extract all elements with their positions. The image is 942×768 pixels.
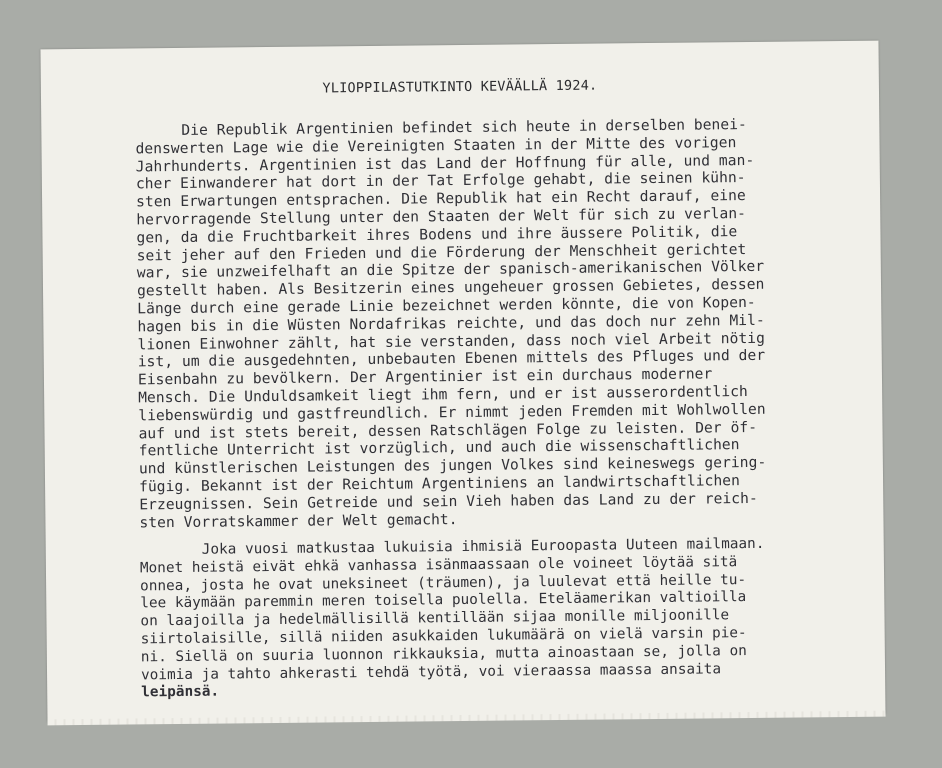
text-line: Die Republik Argentinien befindet sich heute in derselben benei-: [181, 116, 747, 139]
text-line: leipänsä.: [141, 683, 220, 701]
text-line: ni. Siellä on suuria luonnon rikkauksia, mutta ainoastaan se, jolla on: [140, 642, 747, 666]
text-line: Erzeugnissen. Sein Getreide und sein Vieh haben das Land zu der reich-: [139, 489, 758, 514]
text-line: denswerten Lage wie die Vereinigten Staaten in der Mitte des vorigen: [135, 133, 737, 158]
text-line: Jahrhunderts. Argentinien ist das Land der Hoffnung für alle, und man-: [135, 151, 755, 176]
text-line: hagen bis in die Wüsten Nordafrikas reichte, und das doch nur zehn Mil-: [137, 311, 765, 336]
finnish-paragraph: [140, 535, 854, 703]
text-line: und künstlerischen Leistungen des jungen Volkes sind keineswegs gering-: [138, 453, 767, 478]
text-line: Joka vuosi matkustaa lukuisia ihmisiä Euroopasta Uuteen mailmaan.: [201, 535, 765, 558]
text-line: on laajoilla ja hedelmällisillä kentillään sijaa monille miljoonille: [140, 607, 730, 630]
text-line: gestellt haben. Als Besitzerin eines ungeheuer grossen Gebietes, dessen: [136, 276, 765, 300]
text-line: sten Vorratskammer der Welt gemacht.: [139, 510, 458, 531]
text-line: Monet heistä eivät ehkä vanhassa isänmaassaan ole voineet löytää sitä: [139, 553, 738, 577]
document-title: YLIOPPILASTUTKINTO KEVÄÄLLÄ 1924.: [322, 77, 598, 97]
german-paragraph: [135, 115, 851, 532]
text-line: war, sie unzweifelhaft an die Spitze der spanisch-amerikanischen Völker: [136, 258, 765, 282]
text-line: hervorragende Stellung unter den Staaten der Welt für sich zu verlan-: [136, 205, 747, 229]
text-line: gen, da die Fruchtbarkeit ihres Bodens und ihre äussere Politik, die: [136, 222, 738, 247]
text-line: Mensch. Die Unduldsamkeit liegt ihm fern, und er ist ausserordentlich: [138, 382, 748, 407]
text-line: cher Einwanderer hat dort in der Tat Erfolge gehabt, die seinen kühn-: [135, 169, 746, 193]
text-line: fügig. Bekannt ist der Reichtum Argentiniens an landwirtschaftlichen: [138, 472, 741, 496]
text-line: voimia ja tahto ahkerasti tehdä työtä, voi vieraassa maassa ansaita: [140, 660, 722, 683]
text-line: onnea, josta he ovat uneksineet (träumen), ja luulevat että heille tu-: [140, 571, 747, 594]
text-line: siirtolaisille, sillä niiden asukkaiden lukumäärä on vielä varsin pie-: [140, 625, 747, 648]
text-line: seit jeher auf den Frieden und die Förderung der Menschheit gerichtet: [136, 240, 747, 264]
text-line: ist, um die ausgedehnten, unbebauten Ebenen mittels des Pfluges und der: [137, 347, 766, 371]
exam-paper-sheet: [40, 41, 885, 723]
text-line: lionen Einwohner zählt, hat sie verstanden, dass noch viel Arbeit nötig: [137, 329, 766, 353]
text-line: fentliche Unterricht ist vorzüglich, und auch die wissenschaftlichen: [138, 436, 740, 460]
text-line: lee käymään paremmin meren toisella puolella. Eteläamerikan valtioilla: [140, 589, 747, 612]
text-line: Länge durch eine gerade Linie bezeichnet werden könnte, die von Kopen-: [137, 293, 756, 318]
text-line: auf und ist stets bereit, dessen Ratschlägen Folge zu leisten. Der öf-: [138, 418, 758, 442]
text-line: Eisenbahn zu bevölkern. Der Argentinier ist ein durchaus moderner: [137, 365, 713, 389]
text-line: liebenswürdig und gastfreundlich. Er nimmt jeden Fremden mit Wohlwollen: [138, 400, 766, 425]
text-line: sten Erwartungen entsprachen. Die Republik hat ein Recht darauf, eine: [136, 187, 746, 211]
